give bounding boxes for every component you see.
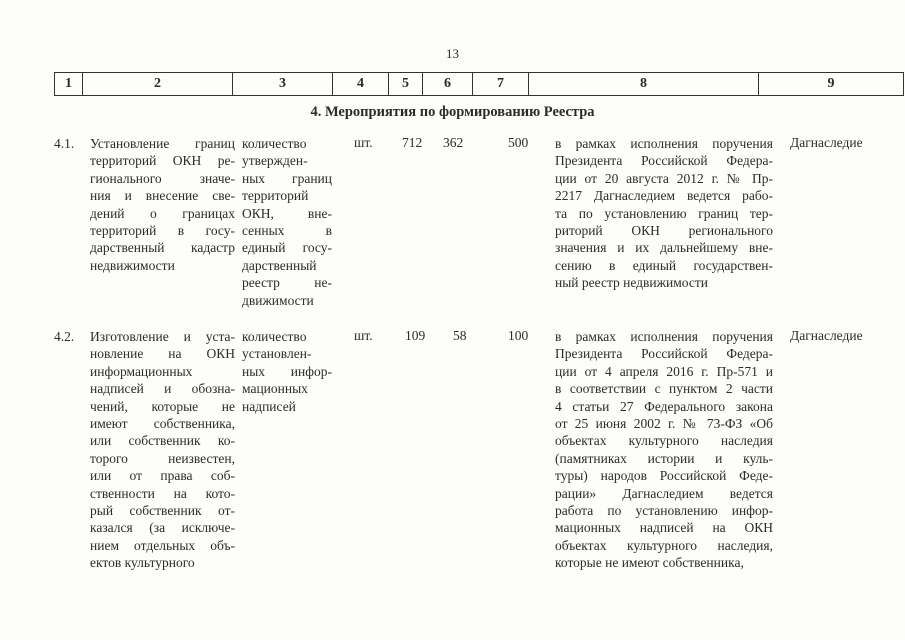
text-line: объектах культурного наследия,	[555, 537, 773, 553]
text-line: рый собственник от-	[90, 503, 235, 519]
text-line: чений, которые не	[90, 398, 235, 414]
text-line: в соответствии с пунктом 2 части	[555, 381, 773, 397]
text-line: мационных надписей на ОКН	[555, 520, 773, 536]
text-line: ных инфор-	[242, 363, 332, 379]
measure-name	[90, 328, 235, 572]
text-line: дарственный	[242, 257, 317, 273]
text-line: от 25 июня 2002 г. № 73-ФЗ «Об	[555, 416, 773, 432]
text-line: надписей и обозна-	[90, 381, 235, 397]
text-line: значения и их дальнейшему вне-	[555, 240, 773, 256]
value-cell-7: 500	[508, 135, 529, 150]
text-line: новление на ОКН	[90, 346, 235, 362]
text-line: работа по установлению инфор-	[555, 503, 773, 519]
indicator-text	[242, 135, 332, 309]
text-line: риторий ОКН регионального	[555, 223, 773, 239]
page-number: 13	[446, 46, 459, 61]
text-line: имеют собственника,	[90, 416, 235, 432]
text-line: недвижимости	[90, 257, 175, 273]
text-line: та по установлению границ тер-	[555, 205, 773, 221]
comment-text	[555, 135, 773, 292]
text-line: нием отдельных объ-	[90, 537, 235, 553]
text-line: рации» Дагнаследием ведется	[555, 485, 773, 501]
text-line: территорий ОКН ре-	[90, 153, 235, 169]
row-number: 4.1.	[54, 136, 75, 151]
column-header-9: 9	[759, 73, 904, 95]
comment-text	[555, 328, 773, 572]
column-header-8: 8	[529, 73, 759, 95]
text-line: информационных	[90, 363, 193, 379]
text-line: ектов культурного	[90, 555, 195, 571]
text-line: реестр не-	[242, 275, 332, 291]
text-line: Президента Российской Федера-	[555, 346, 773, 362]
text-line: ции от 4 апреля 2016 г. Пр-571 и	[555, 363, 773, 379]
text-line: торого неизвестен,	[90, 450, 235, 466]
column-header-5: 5	[389, 73, 423, 95]
text-line: движимости	[242, 292, 314, 308]
column-header-3: 3	[233, 73, 333, 95]
column-header-1: 1	[55, 73, 83, 95]
text-line: ОКН, вне-	[242, 205, 332, 221]
text-line: дарственный кадастр	[90, 240, 235, 256]
text-line: надписей	[242, 398, 296, 414]
text-line: количество	[242, 136, 307, 151]
text-line: или от права соб-	[90, 468, 235, 484]
text-line: сенных в	[242, 223, 332, 239]
text-line: ный реестр недвижимости	[555, 275, 708, 291]
indicator-text	[242, 328, 332, 415]
text-line: которые не имеют собственника,	[555, 555, 744, 571]
text-line: Установление границ	[90, 136, 235, 151]
value-cell-7: 100	[508, 328, 529, 343]
measure-name	[90, 135, 235, 274]
column-header-6: 6	[423, 73, 473, 95]
text-line: утвержден-	[242, 153, 308, 169]
text-line: мационных	[242, 381, 308, 397]
text-line: ных границ	[242, 170, 332, 186]
text-line: количество	[242, 329, 307, 344]
text-line: Президента Российской Федера-	[555, 153, 773, 169]
unit-cell: шт.	[354, 328, 373, 343]
value-cell-5: 109	[405, 328, 426, 343]
column-header-2: 2	[83, 73, 233, 95]
column-header-7: 7	[473, 73, 529, 95]
executor-cell: Дагнаследие	[790, 135, 863, 150]
value-cell-6: 58	[453, 328, 467, 343]
column-header-4: 4	[333, 73, 389, 95]
text-line: объектах культурного наследия	[555, 433, 773, 449]
text-line: туры) народов Российской Феде-	[555, 468, 773, 484]
text-line: гионального значе-	[90, 170, 235, 186]
column-header-row	[54, 72, 904, 96]
value-cell-5: 712	[402, 135, 423, 150]
text-line: в рамках исполнения поручения	[555, 136, 773, 151]
text-line: Изготовление и уста-	[90, 329, 235, 344]
text-line: казался (за исключе-	[90, 520, 235, 536]
text-line: установлен-	[242, 346, 312, 362]
text-line: ственности на кото-	[90, 485, 235, 501]
text-line: 4 статьи 27 Федерального закона	[555, 398, 773, 414]
text-line: ции от 20 августа 2012 г. № Пр-	[555, 170, 773, 186]
text-line: в рамках исполнения поручения	[555, 329, 773, 344]
text-line: дений о границах	[90, 205, 235, 221]
text-line: 2217 Дагнаследием ведется рабо-	[555, 188, 773, 204]
row-number: 4.2.	[54, 329, 75, 344]
value-cell-6: 362	[443, 135, 464, 150]
text-line: (памятниках истории и куль-	[555, 450, 773, 466]
text-line: территорий	[242, 188, 309, 204]
text-line: территорий в госу-	[90, 223, 235, 239]
text-line: сению в единый государствен-	[555, 257, 773, 273]
text-line: ния и внесение све-	[90, 188, 235, 204]
unit-cell: шт.	[354, 135, 373, 150]
section-title: 4. Мероприятия по формированию Реестра	[310, 104, 595, 120]
text-line: единый госу-	[242, 240, 332, 256]
executor-cell: Дагнаследие	[790, 328, 863, 343]
text-line: или собственник ко-	[90, 433, 235, 449]
